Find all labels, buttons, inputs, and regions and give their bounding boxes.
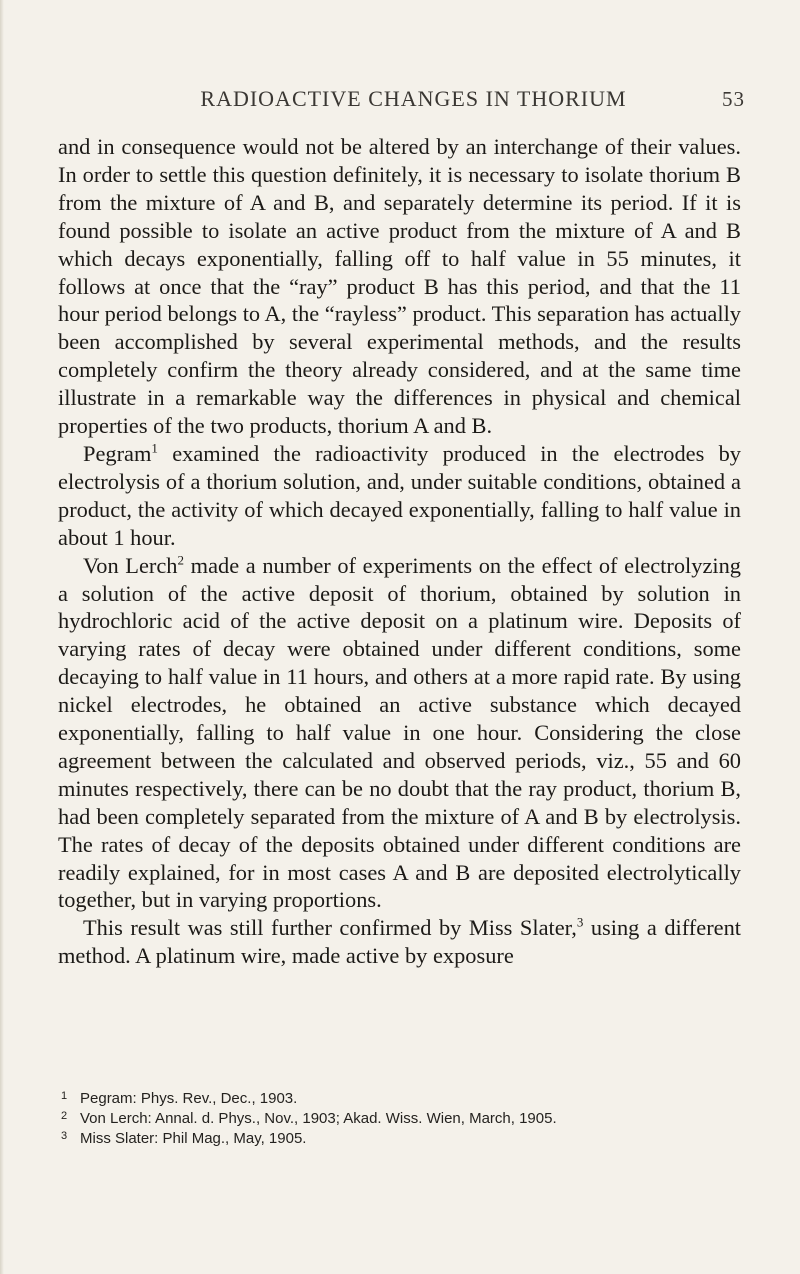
footnote-ref-1: 1 <box>151 440 158 456</box>
footnote-ref-2: 2 <box>177 552 185 568</box>
footnote-3 <box>58 1129 741 1149</box>
footnote-text: Von Lerch: Annal. d. Phys., Nov., 1903; Akad. Wiss. Wien, March, 1905. <box>80 1110 557 1127</box>
author-von-lerch: Von Lerch <box>83 552 178 578</box>
footnote-mark: 2 <box>61 1110 68 1122</box>
footnote-ref-3: 3 <box>576 914 584 930</box>
paragraph-3-text: made a number of experiments on the effect of electrolyzing a solution of the active deposit of thorium, obtained by solution in hydrochloric acid of the active deposit on a platinum wire. Deposits of varying rates of decay were obtained under different conditions, some decaying to half value in 11 hours, and others at a more rapid rate. By using nickel electrodes, he obtained an active substance which decayed exponentially, falling to half value in one hour. Considering the close agreement between the calculated and observed periods, viz., 55 and 60 minutes respectively, there can be no doubt that the ray product, thorium B, had been completely separated from the mixture of A and B by electrolysis. The rates of decay of the deposits obtained under different conditions are readily explained, for in most cases A and B are deposited electrolytically together, but in varying proportions. <box>58 552 742 913</box>
author-pegram: Pegram <box>83 440 152 466</box>
paragraph-4 <box>58 914 741 970</box>
paragraph-3 <box>58 552 741 915</box>
paragraph-2-text: examined the radioactivity produced in the electrodes by electrolysis of a thorium solution, and, under suitable conditions, obtained a product, the activity of which decayed exponentially, falling to half value in about 1 hour. <box>58 440 741 550</box>
paragraph-4-text: using a different method. A platinum wire, made active by exposure <box>58 915 742 969</box>
footnote-text: Miss Slater: Phil Mag., May, 1905. <box>80 1130 307 1147</box>
running-head <box>0 86 800 112</box>
running-title: RADIOACTIVE CHANGES IN THORIUM <box>200 86 627 111</box>
footnote-mark: 1 <box>61 1090 68 1102</box>
footnote-text: Pegram: Phys. Rev., Dec., 1903. <box>80 1090 298 1107</box>
page-edge-shadow <box>0 0 4 1274</box>
footnote-2 <box>58 1109 741 1129</box>
paragraph-1: and in consequence would not be altered by an interchange of their values. In order to settle this question definitely, it is necessary to isolate thorium B from the mixture of A and B, and separately determine its period. If it is found possible to isolate an active product from the mixture of A and B which decays exponentially, falling off to half value in 55 minutes, it follows at once that the “ray” product B has this period, and that the 11 hour period belongs to A, the “rayless” product. This separation has actually been accomplished by several experimental methods, and the results completely confirm the theory already considered, and at the same time illustrate in a remarkable way the differences in physical and chemical properties of the two products, thorium A and B. <box>58 134 741 439</box>
footnote-mark: 3 <box>61 1130 68 1142</box>
body-text <box>58 133 741 970</box>
page-number: 53 <box>722 87 745 111</box>
paragraph-2 <box>58 440 741 552</box>
footnotes <box>58 1089 741 1149</box>
paragraph-4-lead: This result was still further confirmed by Miss Slater, <box>83 915 577 941</box>
footnote-1 <box>58 1089 741 1109</box>
